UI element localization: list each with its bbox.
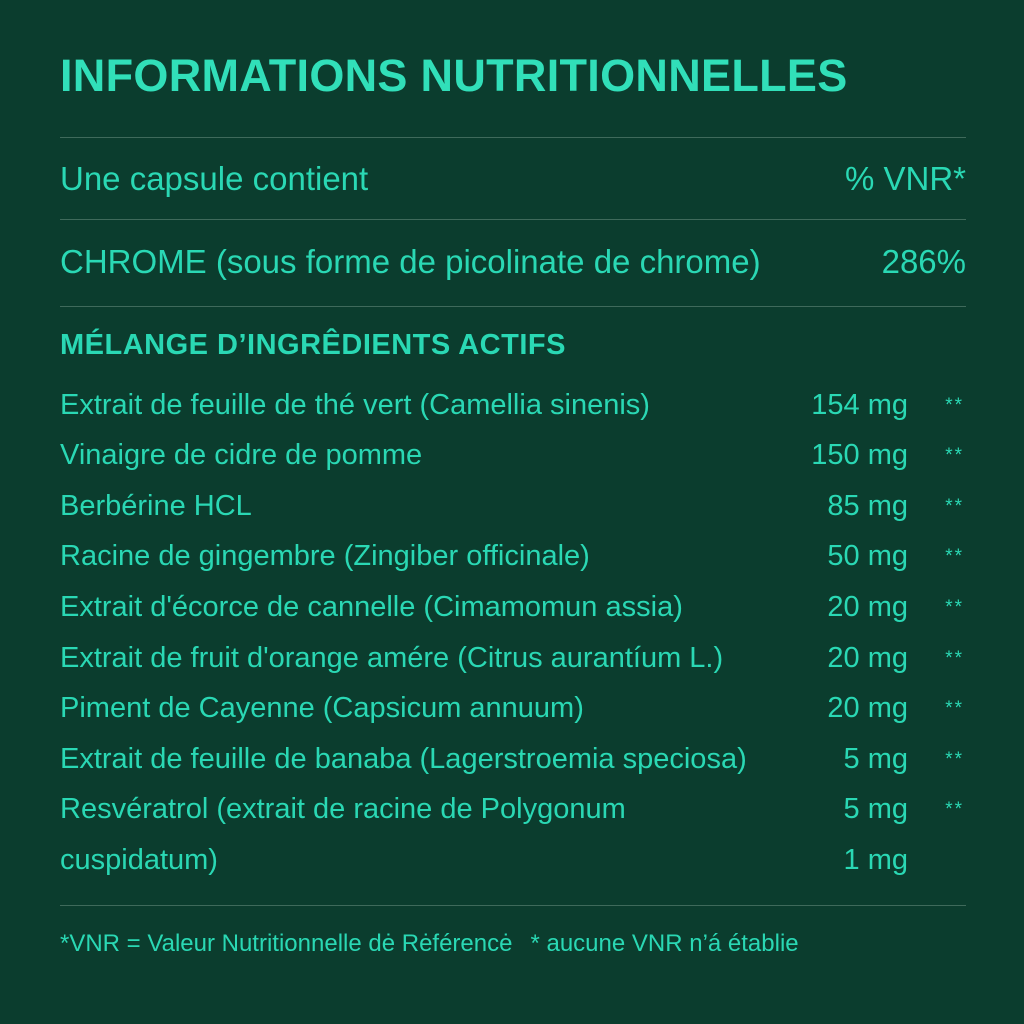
ingredient-amount: 5 mg — [843, 743, 908, 775]
footnote — [60, 930, 799, 958]
ingredient-amount: 150 mg — [811, 439, 908, 471]
ingredient-row — [60, 743, 966, 783]
section-title: MÉLANGE D’INGRÊDIENTS ACTIFS — [60, 329, 566, 361]
divider — [60, 905, 966, 906]
ingredient-amount: 20 mg — [827, 642, 908, 674]
ingredient-row — [60, 692, 966, 732]
ingredient-name: Extrait de feuille de banaba (Lagerstroemia speciosa) — [60, 743, 747, 775]
ingredient-amount: 1 mg — [843, 844, 908, 876]
ingredient-name: Resvératrol (extrait de racine de Polygonum — [60, 793, 626, 825]
divider — [60, 219, 966, 220]
ingredient-amount: 20 mg — [827, 591, 908, 623]
chrome-detail: (sous forme de picolinate de chrome) — [206, 243, 761, 280]
ingredient-name: cuspidatum) — [60, 844, 218, 876]
divider — [60, 306, 966, 307]
ingredient-name: Vinaigre de cidre de pomme — [60, 439, 423, 471]
ingredient-name: Extrait de feuille de thé vert (Camellia sinenis) — [60, 389, 650, 421]
ingredient-name: Piment de Cayenne (Capsicum annuum) — [60, 692, 584, 724]
ingredient-mark: ** — [945, 698, 964, 719]
ingredient-mark: ** — [945, 597, 964, 618]
ingredient-name: Extrait de fruit d'orange amére (Citrus aurantíum L.) — [60, 642, 724, 674]
ingredient-mark: ** — [945, 395, 964, 416]
chrome-name: CHROME — [60, 243, 207, 280]
footnote-no-vnr: * aucune VNR n’á établie — [530, 930, 799, 957]
ingredient-row — [60, 389, 966, 429]
ingredient-amount: 154 mg — [811, 389, 908, 421]
ingredient-row — [60, 591, 966, 631]
ingredient-row — [60, 540, 966, 580]
ingredient-amount: 20 mg — [827, 692, 908, 724]
serving-header-row — [60, 160, 966, 198]
ingredient-row — [60, 439, 966, 479]
ingredient-amount: 50 mg — [827, 540, 908, 572]
nutrition-panel — [60, 0, 966, 1024]
divider — [60, 137, 966, 138]
ingredient-row — [60, 642, 966, 682]
ingredient-row — [60, 844, 966, 884]
footnote-vnr: *VNR = Valeur Nutritionnelle dė Rėférencė — [60, 930, 513, 957]
ingredient-mark: ** — [945, 799, 964, 820]
vnr-column-label: % VNR* — [844, 160, 966, 197]
ingredient-mark: ** — [945, 749, 964, 770]
ingredient-name: Berbérine HCL — [60, 490, 252, 522]
ingredient-mark: ** — [945, 546, 964, 567]
ingredient-amount: 85 mg — [827, 490, 908, 522]
ingredient-row — [60, 793, 966, 833]
ingredient-name: Extrait d'écorce de cannelle (Cimamomun assia) — [60, 591, 683, 623]
chrome-vnr: 286% — [881, 243, 966, 280]
ingredient-mark: ** — [945, 445, 964, 466]
chrome-row — [60, 243, 966, 281]
ingredient-mark: ** — [945, 496, 964, 517]
ingredient-row — [60, 490, 966, 530]
page-title: INFORMATIONS NUTRITIONNELLES — [60, 50, 848, 101]
serving-label: Une capsule contient — [60, 160, 369, 197]
ingredient-amount: 5 mg — [843, 793, 908, 825]
ingredient-name: Racine de gingembre (Zingiber officinale) — [60, 540, 590, 572]
ingredient-mark: ** — [945, 648, 964, 669]
